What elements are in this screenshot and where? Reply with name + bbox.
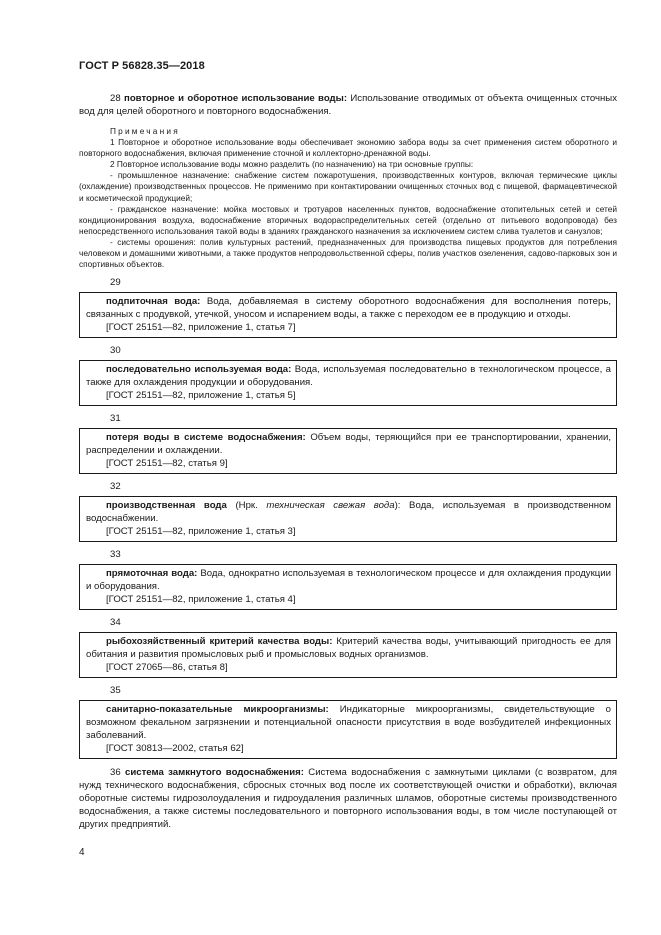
term-entry-36	[79, 766, 617, 831]
term-definition: Система водоснабжения с замкнутыми циклами (с возвратом, для нужд технического водоснабжения, сбросных сточных вод после их соответствующей очистки и обработки), включая оборотные системы гидрозолоудаления и гидроудаления различных шламов, оборотные системы производственного водоснабжения, а также системы последовательного и повторного использования воды, в том числе поступающей от других предприятий.	[79, 767, 617, 831]
term-entry-29	[79, 276, 617, 338]
term-number: 36	[110, 767, 121, 779]
notes-block	[79, 126, 617, 270]
term-entry-35	[79, 684, 617, 759]
term-number: 30	[110, 345, 121, 357]
term-definition: прямоточная вода: Вода, однократно используемая в технологическом процессе и для охлаждения продукции и оборудования.	[86, 568, 611, 593]
term-entry-34	[79, 616, 617, 678]
note-paragraph: - системы орошения: полив культурных растений, предназначенных для производства пищевых продуктов для потребления человеком и домашними животными, а также продуктов непродовольственной сферы, полив участков озеленения, садово-парковых зон и спортивных объектов.	[79, 236, 617, 270]
term-entry-28	[79, 92, 617, 118]
term-number: 34	[110, 617, 121, 629]
term-source: [ГОСТ 30813—2002, статья 62]	[106, 743, 244, 755]
term-box	[79, 700, 617, 759]
term-entry-32	[79, 480, 617, 542]
note-paragraph: - промышленное назначение: снабжение систем пожаротушения, производственных контуров, включая термические циклы (охлаждение) производственных процессов. Не применимо при контактировании очищенных сточных вод с пищевой, фармацевтической и косметической продукцией;	[79, 170, 617, 203]
term-number: 35	[110, 685, 121, 697]
term-number: 31	[110, 413, 121, 425]
term-number: 32	[110, 481, 121, 493]
term-definition: производственная вода (Нрк. техническая свежая вода): Вода, используемая в производственном водоснабжении.	[86, 500, 611, 525]
term-box	[79, 496, 617, 542]
term-source: [ГОСТ 25151—82, приложение 1, статья 4]	[106, 594, 296, 606]
note-paragraph: - гражданское назначение: мойка мостовых и тротуаров населенных пунктов, водоснабжение отопительных сетей и сетей кондиционирования воздуха, водоснабжение вторичных водораспределительных сетей (отдельно от питьевого водопровода) без непосредственного использования такой воды в зданиях гражданского назначения за исключением систем слива туалетов и санузлов;	[79, 203, 617, 236]
term-number: 29	[110, 277, 121, 289]
term-title: подпиточная вода:	[106, 296, 201, 308]
standard-header: ГОСТ Р 56828.35—2018	[79, 60, 205, 72]
note-paragraph: 2 Повторное использование воды можно разделить (по назначению) на три основные группы:	[110, 159, 474, 170]
term-synonym: техническая свежая вода	[266, 500, 395, 512]
note-paragraph: 1 Повторное и оборотное использование воды обеспечивает экономию забора воды за счет применения систем оборотного и повторного водоснабжения, включая применение сточной и коллекторно-дренажной воды.	[79, 137, 617, 159]
term-definition: рыбохозяйственный критерий качества воды: Критерий качества воды, учитывающий пригодность ее для обитания и развития промысловых рыб и промысловых водных организмов.	[86, 636, 611, 661]
term-source: [ГОСТ 25151—82, приложение 1, статья 7]	[106, 322, 296, 334]
term-definition: последовательно используемая вода: Вода, используемая последовательно в технологическом процессе, а также для охлаждения продукции и оборудования.	[86, 364, 611, 389]
term-title: система замкнутого водоснабжения:	[125, 767, 304, 779]
document-content	[79, 92, 617, 841]
term-box	[79, 360, 617, 406]
term-title: потеря воды в системе водоснабжения:	[106, 432, 306, 444]
term-box	[79, 292, 617, 338]
term-definition: Использование отводимых от объекта очищенных сточных вод для целей оборотного и повторного водоснабжения.	[79, 93, 617, 117]
term-definition: санитарно-показательные микроорганизмы: Индикаторные микроорганизмы, свидетельствующие о возможном фекальном загрязнении и потенциальной опасности присутствия в воде возбудителей инфекционных заболеваний.	[86, 704, 612, 742]
term-source: [ГОСТ 25151—82, статья 9]	[106, 458, 228, 470]
page-number: 4	[79, 847, 85, 858]
notes-title: Примечания	[110, 126, 180, 136]
term-number: 28	[110, 93, 121, 104]
term-entry-33	[79, 548, 617, 610]
term-entry-30	[79, 344, 617, 406]
term-box	[79, 632, 617, 678]
term-title: рыбохозяйственный критерий качества воды:	[106, 636, 333, 648]
term-source: [ГОСТ 27065—86, статья 8]	[106, 662, 228, 674]
term-title: последовательно используемая вода:	[106, 364, 292, 376]
term-definition: подпиточная вода: Вода, добавляемая в систему оборотного водоснабжения для восполнения потерь, связанных с продувкой, утечкой, уносом и испарением воды, а также с переходом ее в продукцию и отходы.	[86, 296, 611, 321]
term-title: повторное и оборотное использование воды:	[124, 93, 348, 104]
term-box	[79, 428, 617, 474]
term-source: [ГОСТ 25151—82, приложение 1, статья 5]	[106, 390, 296, 402]
term-title: санитарно-показательные микроорганизмы:	[106, 704, 329, 716]
term-source: [ГОСТ 25151—82, приложение 1, статья 3]	[106, 526, 296, 538]
term-number: 33	[110, 549, 121, 561]
term-definition: потеря воды в системе водоснабжения: Объем воды, теряющийся при ее транспортировании, хранении, распределении и охлаждении.	[86, 432, 611, 457]
term-box	[79, 564, 617, 610]
term-title: прямоточная вода:	[106, 568, 198, 580]
term-entry-31	[79, 412, 617, 474]
term-title: производственная вода	[106, 500, 227, 512]
